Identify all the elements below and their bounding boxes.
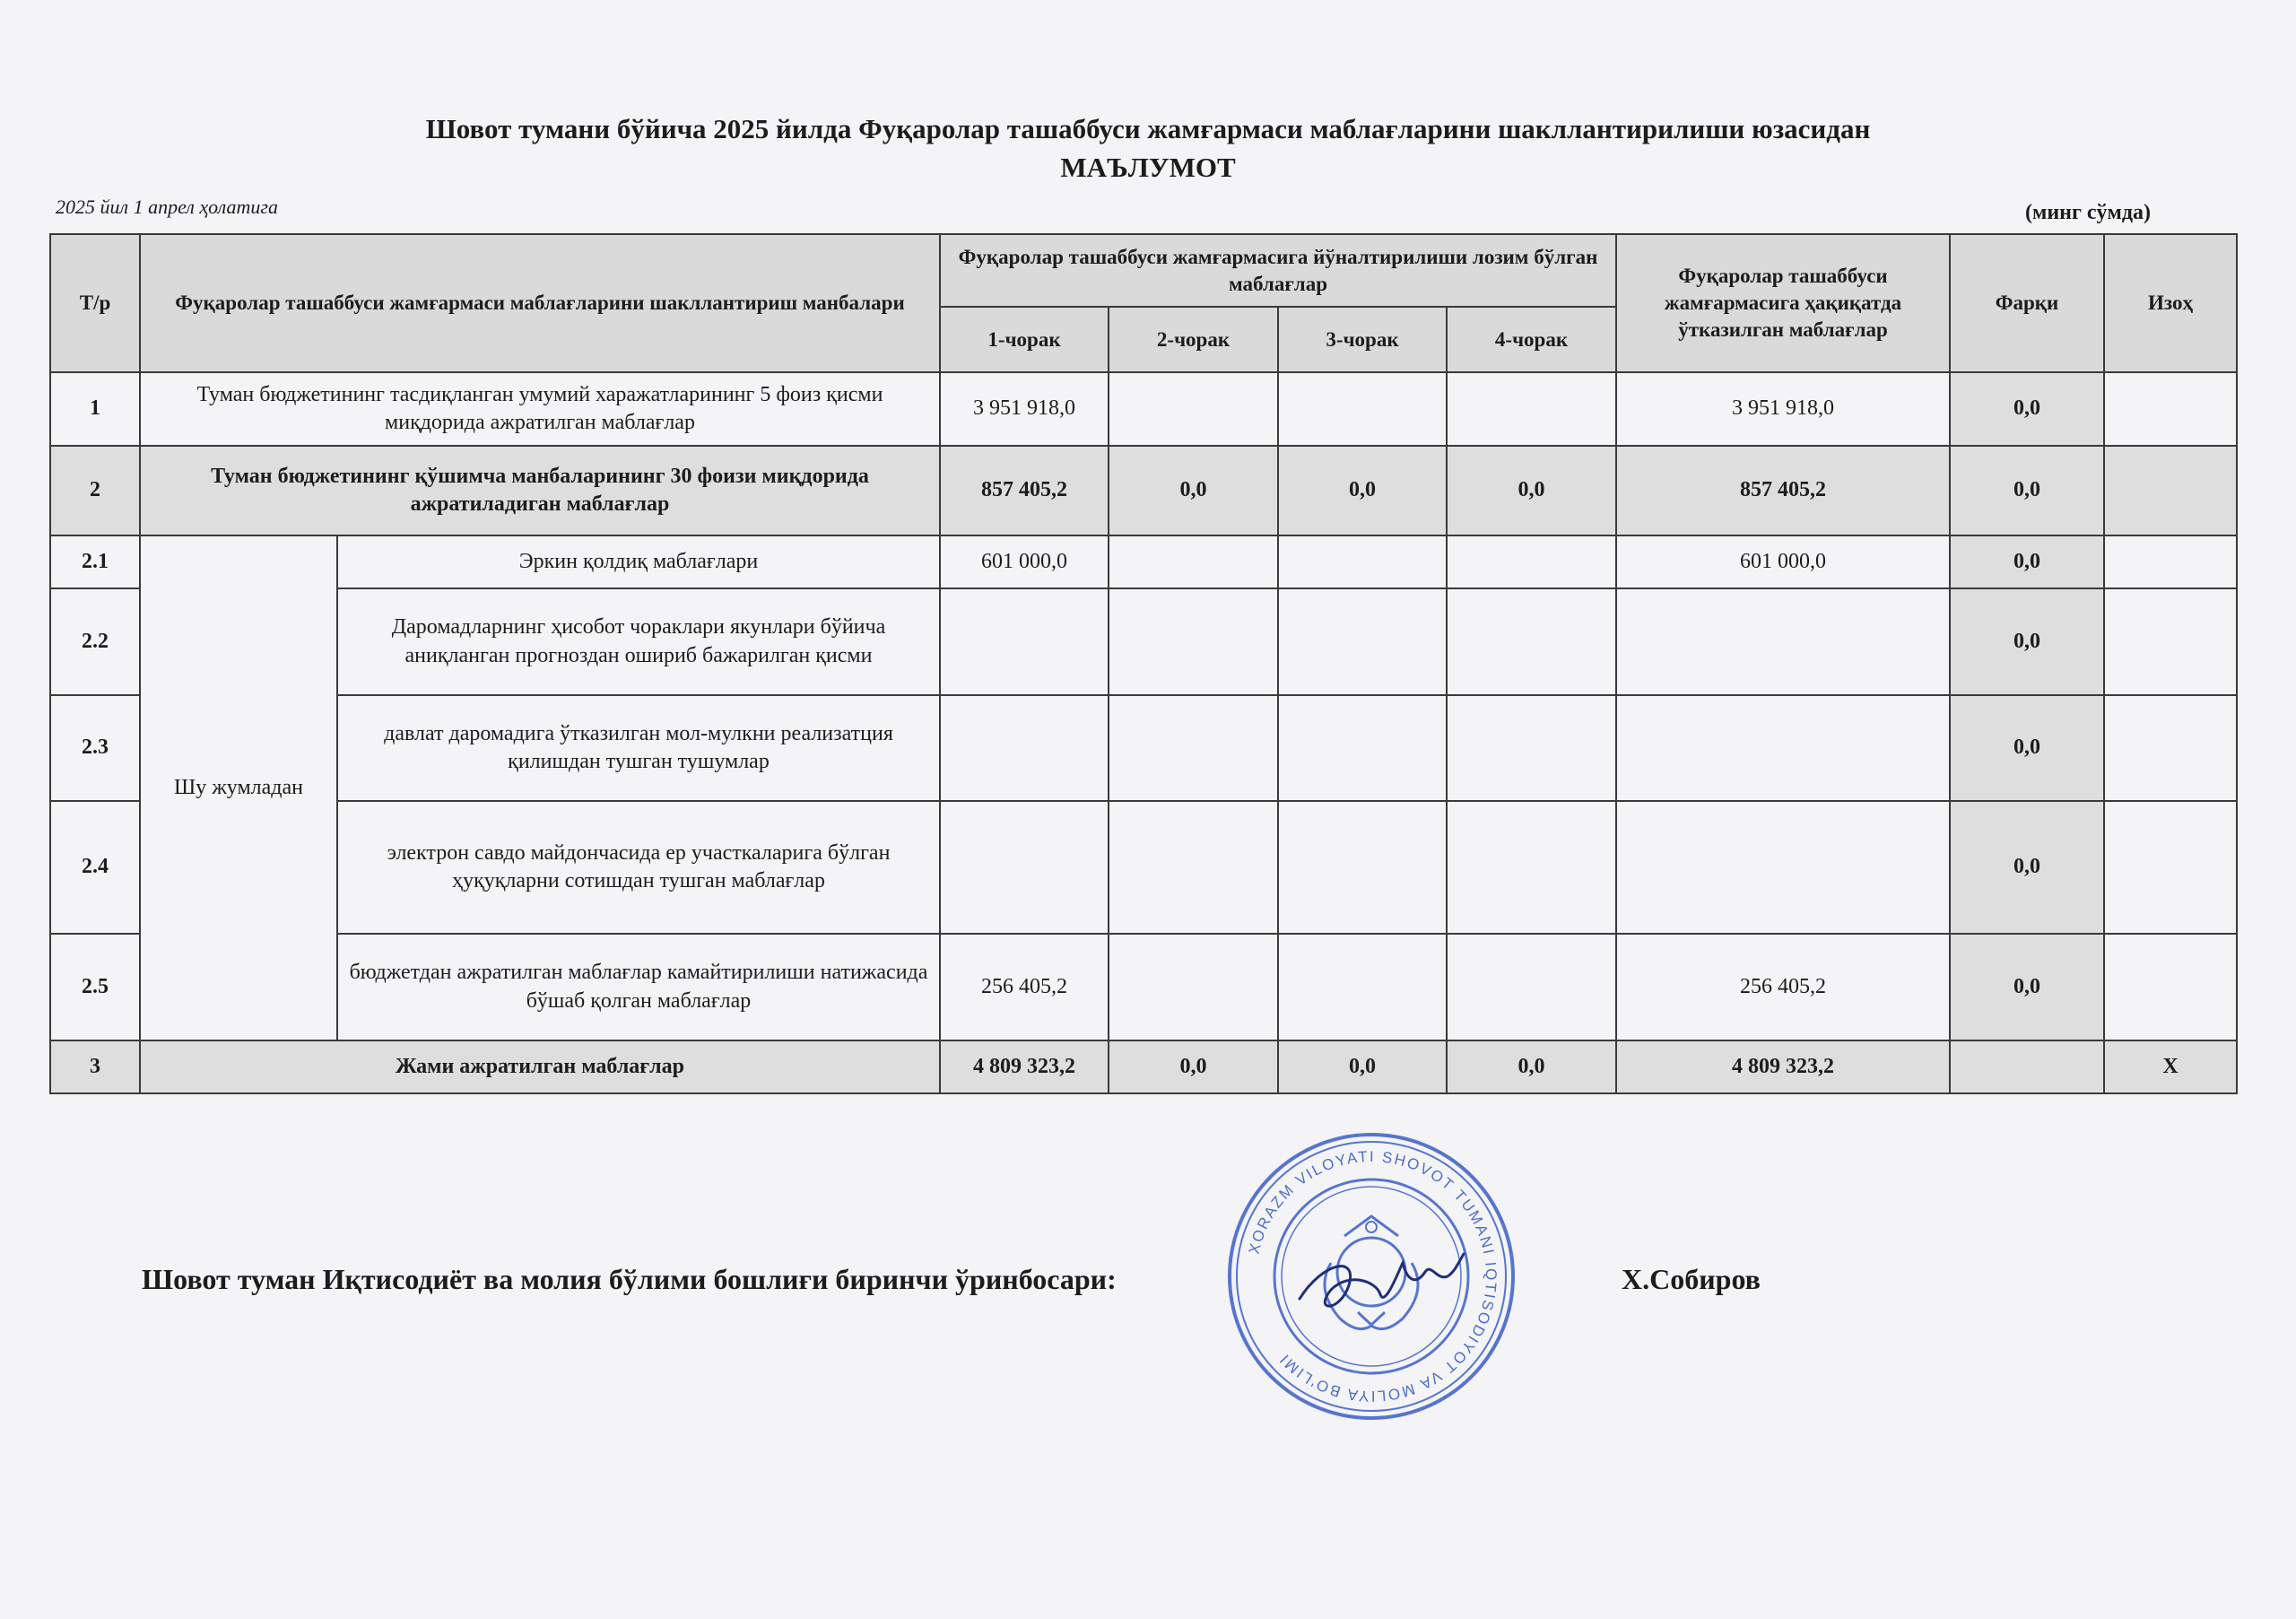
row-diff: 0,0 bbox=[1950, 801, 2104, 934]
row-no: 1 bbox=[50, 372, 140, 446]
row-q4 bbox=[1447, 801, 1616, 934]
table-row bbox=[50, 695, 2237, 801]
row-note bbox=[2104, 446, 2237, 535]
row-q3: 0,0 bbox=[1278, 446, 1447, 535]
table-row bbox=[50, 535, 2237, 588]
row-q1: 4 809 323,2 bbox=[940, 1040, 1109, 1093]
row-note bbox=[2104, 934, 2237, 1040]
row-source: бюджетдан ажратилган маблағлар камайтирилиши натижасида бўшаб қолган маблағлар bbox=[337, 934, 940, 1040]
row-q3 bbox=[1278, 801, 1447, 934]
header-source: Фуқаролар ташаббуси жамғармаси маблағларини шакллантириш манбалари bbox=[140, 234, 940, 372]
table-row bbox=[50, 801, 2237, 934]
row-actual: 256 405,2 bbox=[1616, 934, 1950, 1040]
table-row-total bbox=[50, 1040, 2237, 1093]
stamp-ring-text: XORAZM VILOYATI SHOVOT TUMANI IQTISODIYOT VA MOLIYA BO'LIMI bbox=[1245, 1147, 1500, 1406]
row-q4: 0,0 bbox=[1447, 1040, 1616, 1093]
row-actual: 601 000,0 bbox=[1616, 535, 1950, 588]
row-diff: 0,0 bbox=[1950, 695, 2104, 801]
row-source: Туман бюджетининг тасдиқланган умумий харажатларининг 5 фоиз қисми миқдорида ажратилган маблағлар bbox=[140, 372, 940, 446]
row-q1 bbox=[940, 588, 1109, 695]
row-source: Даромадларнинг ҳисобот чораклари якунлари бўйича аниқланган прогноздан ошириб бажарилган қисми bbox=[337, 588, 940, 695]
row-diff bbox=[1950, 1040, 2104, 1093]
table-row bbox=[50, 446, 2237, 535]
document-title: Шовот тумани бўйича 2025 йилда Фуқаролар ташаббуси жамғармаси маблағларини шакллантирилиши юзасидан bbox=[425, 113, 1871, 144]
row-q1 bbox=[940, 695, 1109, 801]
header-note: Изоҳ bbox=[2104, 234, 2237, 372]
row-actual: 4 809 323,2 bbox=[1616, 1040, 1950, 1093]
row-source: Туман бюджетининг қўшимча манбаларининг 30 фоизи миқдорида ажратиладиган маблағлар bbox=[140, 446, 940, 535]
row-q1: 857 405,2 bbox=[940, 446, 1109, 535]
row-q4 bbox=[1447, 588, 1616, 695]
row-q2 bbox=[1109, 934, 1278, 1040]
row-q3 bbox=[1278, 934, 1447, 1040]
header-planned: Фуқаролар ташаббуси жамғармасига йўналтирилиши лозим бўлган маблағлар bbox=[940, 234, 1616, 307]
row-q2 bbox=[1109, 695, 1278, 801]
row-q3 bbox=[1278, 372, 1447, 446]
signatory-name: Х.Собиров bbox=[1622, 1263, 1761, 1295]
header-no: Т/р bbox=[50, 234, 140, 372]
row-actual: 3 951 918,0 bbox=[1616, 372, 1950, 446]
row-no: 2.5 bbox=[50, 934, 140, 1040]
header-q2: 2-чорак bbox=[1109, 307, 1278, 372]
row-q4 bbox=[1447, 934, 1616, 1040]
as-of-date: 2025 йил 1 апрел ҳолатига bbox=[56, 196, 278, 218]
funds-table bbox=[49, 233, 2238, 1094]
header-q4: 4-чорак bbox=[1447, 307, 1616, 372]
row-source: Эркин қолдиқ маблағлари bbox=[337, 535, 940, 588]
row-source: давлат даромадига ўтказилган мол-мулкни реализатция қилишдан тушган тушумлар bbox=[337, 695, 940, 801]
row-note bbox=[2104, 801, 2237, 934]
row-diff: 0,0 bbox=[1950, 446, 2104, 535]
row-diff: 0,0 bbox=[1950, 934, 2104, 1040]
row-note bbox=[2104, 372, 2237, 446]
row-no: 2.3 bbox=[50, 695, 140, 801]
row-q2: 0,0 bbox=[1109, 446, 1278, 535]
row-q1: 256 405,2 bbox=[940, 934, 1109, 1040]
row-no: 2.1 bbox=[50, 535, 140, 588]
signatory-position: Шовот туман Иқтисодиёт ва молия бўлими бошлиғи биринчи ўринбосари: bbox=[142, 1263, 1117, 1295]
row-note: X bbox=[2104, 1040, 2237, 1093]
document-subtitle: МАЪЛУМОТ bbox=[1060, 152, 1236, 183]
row-q4 bbox=[1447, 372, 1616, 446]
row-actual bbox=[1616, 695, 1950, 801]
table-row bbox=[50, 934, 2237, 1040]
official-stamp bbox=[1223, 1128, 1519, 1424]
row-q4 bbox=[1447, 695, 1616, 801]
row-no: 3 bbox=[50, 1040, 140, 1093]
row-q1: 601 000,0 bbox=[940, 535, 1109, 588]
row-q4 bbox=[1447, 535, 1616, 588]
table-row bbox=[50, 588, 2237, 695]
row-q4: 0,0 bbox=[1447, 446, 1616, 535]
row-note bbox=[2104, 535, 2237, 588]
including-label: Шу жумладан bbox=[140, 535, 337, 1040]
row-note bbox=[2104, 588, 2237, 695]
row-q3: 0,0 bbox=[1278, 1040, 1447, 1093]
row-diff: 0,0 bbox=[1950, 535, 2104, 588]
row-source: Жами ажратилган маблағлар bbox=[140, 1040, 940, 1093]
header-actual: Фуқаролар ташаббуси жамғармасига ҳақиқатда ўтказилган маблағлар bbox=[1616, 234, 1950, 372]
header-diff: Фарқи bbox=[1950, 234, 2104, 372]
row-q1: 3 951 918,0 bbox=[940, 372, 1109, 446]
row-source: электрон савдо майдончасида ер участкаларига бўлган ҳуқуқларни сотишдан тушган маблағлар bbox=[337, 801, 940, 934]
units-label: (минг сўмда) bbox=[2025, 201, 2152, 224]
row-actual: 857 405,2 bbox=[1616, 446, 1950, 535]
row-diff: 0,0 bbox=[1950, 372, 2104, 446]
row-q2 bbox=[1109, 588, 1278, 695]
table-row bbox=[50, 372, 2237, 446]
row-actual bbox=[1616, 588, 1950, 695]
row-no: 2 bbox=[50, 446, 140, 535]
row-q3 bbox=[1278, 695, 1447, 801]
row-q2 bbox=[1109, 535, 1278, 588]
row-no: 2.4 bbox=[50, 801, 140, 934]
row-q2: 0,0 bbox=[1109, 1040, 1278, 1093]
row-q3 bbox=[1278, 588, 1447, 695]
row-q2 bbox=[1109, 801, 1278, 934]
row-diff: 0,0 bbox=[1950, 588, 2104, 695]
row-q3 bbox=[1278, 535, 1447, 588]
header-q3: 3-чорак bbox=[1278, 307, 1447, 372]
row-q2 bbox=[1109, 372, 1278, 446]
header-q1: 1-чорак bbox=[940, 307, 1109, 372]
row-actual bbox=[1616, 801, 1950, 934]
row-note bbox=[2104, 695, 2237, 801]
row-no: 2.2 bbox=[50, 588, 140, 695]
row-q1 bbox=[940, 801, 1109, 934]
